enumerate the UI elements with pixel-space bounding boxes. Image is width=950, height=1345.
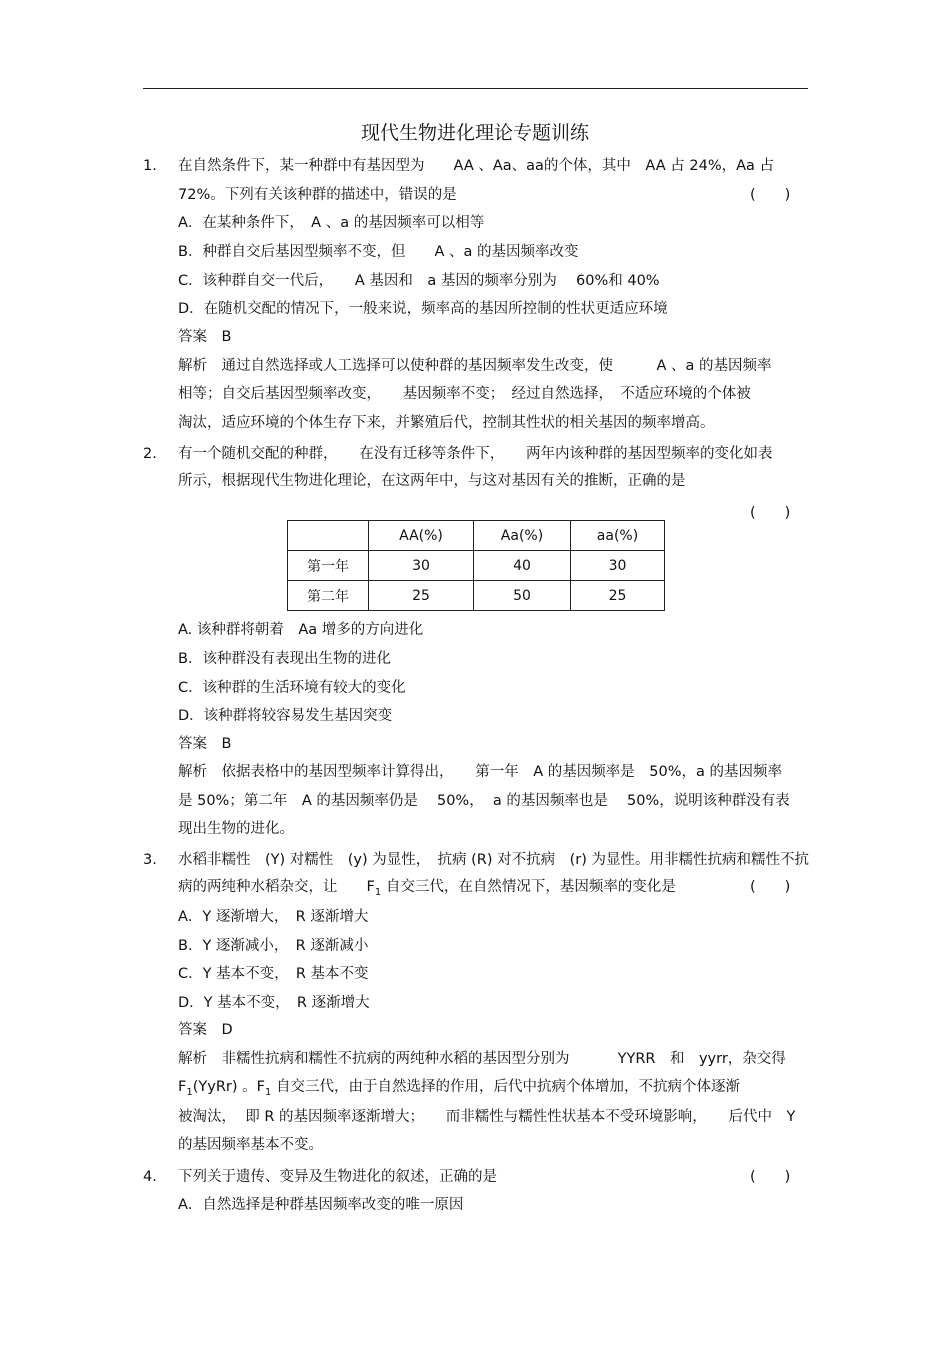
page-title: 现代生物进化理论专题训练	[360, 122, 589, 144]
analysis-line: 现出生物的进化。	[178, 821, 294, 837]
analysis-text: F	[178, 1079, 187, 1095]
analysis-text: (YyRr) 。F	[192, 1079, 265, 1095]
top-rule	[143, 88, 808, 89]
table-header-cell: Aa(%)	[474, 521, 571, 551]
question-stem: 在自然条件下，某一种群中有基因型为 AA 、Aa、aa的个体，其中 AA 占 24%，Aa 占	[178, 158, 775, 174]
table-header-cell: aa(%)	[571, 521, 665, 551]
analysis-line	[178, 1077, 740, 1103]
analysis-line: 的基因频率基本不变。	[178, 1137, 323, 1153]
table-cell: 50	[474, 581, 571, 611]
table-cell: 30	[571, 551, 665, 581]
table-header-cell	[288, 521, 369, 551]
question-stem	[178, 877, 676, 903]
answer: 答案 D	[178, 1022, 233, 1038]
question-number: 4.	[143, 1169, 157, 1185]
option-a: A．Y 逐渐增大， R 逐渐增大	[178, 909, 369, 925]
question-number: 3.	[143, 852, 157, 868]
analysis-line: 解析 非糯性抗病和糯性不抗病的两纯种水稻的基因型分别为 YYRR 和 yyrr，杂交得	[178, 1051, 786, 1067]
subscript: 1	[264, 1086, 272, 1098]
analysis-line: 淘汰，适应环境的个体生存下来，并繁殖后代，控制其性状的相关基因的频率增高。	[178, 415, 715, 431]
answer-blank: ( )	[750, 1169, 791, 1185]
table-cell: 40	[474, 551, 571, 581]
option-d: D．该种群将较容易发生基因突变	[178, 708, 393, 724]
option-c: C．该种群的生活环境有较大的变化	[178, 680, 406, 696]
question-stem: 下列关于遗传、变异及生物进化的叙述，正确的是	[178, 1169, 497, 1185]
table-cell: 25	[571, 581, 665, 611]
option-b: B．Y 逐渐减小， R 逐渐减小	[178, 938, 369, 954]
analysis-line: 解析 通过自然选择或人工选择可以使种群的基因频率发生改变，使 A 、a 的基因频率	[178, 358, 772, 374]
subscript: 1	[374, 886, 382, 898]
table-row	[288, 581, 665, 611]
table-row	[288, 551, 665, 581]
option-c: C．Y 基本不变， R 基本不变	[178, 966, 369, 982]
analysis-line: 相等；自交后基因型频率改变， 基因频率不变； 经过自然选择， 不适应环境的个体被	[178, 386, 751, 402]
table-cell: 30	[369, 551, 474, 581]
option-a: A．在某种条件下， A 、a 的基因频率可以相等	[178, 215, 485, 231]
analysis-text: 自交三代，由于自然选择的作用，后代中抗病个体增加，不抗病个体逐渐	[271, 1079, 740, 1095]
question-stem: 水稻非糯性 (Y) 对糯性 (y) 为显性， 抗病 (R) 对不抗病 (r) 为显性。用非糯性抗病和糯性不抗	[178, 852, 810, 868]
answer: 答案 B	[178, 736, 232, 752]
analysis-line: 解析 依据表格中的基因型频率计算得出， 第一年 A 的基因频率是 50%，a 的基因频率	[178, 764, 782, 780]
table-header-cell: AA(%)	[369, 521, 474, 551]
analysis-line: 被淘汰， 即 R 的基因频率逐渐增大； 而非糯性与糯性性状基本不受环境影响， 后代中 Y	[178, 1109, 796, 1125]
answer: 答案 B	[178, 329, 232, 345]
option-c: C．该种群自交一代后， A 基因和 a 基因的频率分别为 60%和 40%	[178, 273, 660, 289]
option-b: B．该种群没有表现出生物的进化	[178, 651, 391, 667]
genotype-frequency-table	[287, 520, 665, 611]
stem-text: 自交三代，在自然情况下，基因频率的变化是	[381, 879, 676, 895]
option-a: A. 该种群将朝着 Aa 增多的方向进化	[178, 622, 424, 638]
question-stem: 72%。下列有关该种群的描述中，错误的是	[178, 187, 457, 203]
question-stem: 有一个随机交配的种群， 在没有迁移等条件下， 两年内该种群的基因型频率的变化如表	[178, 446, 773, 462]
question-number: 1.	[143, 158, 157, 174]
question-stem: 所示，根据现代生物进化理论，在这两年中，与这对基因有关的推断，正确的是	[178, 473, 686, 489]
table-row-label: 第一年	[288, 551, 369, 581]
option-a: A．自然选择是种群基因频率改变的唯一原因	[178, 1197, 464, 1213]
option-b: B．种群自交后基因型频率不变，但 A 、a 的基因频率改变	[178, 244, 579, 260]
answer-blank: ( )	[750, 879, 791, 895]
answer-blank: ( )	[750, 187, 791, 203]
table-row-label: 第二年	[288, 581, 369, 611]
stem-text: 病的两纯种水稻杂交，让 F	[178, 879, 375, 895]
table-cell: 25	[369, 581, 474, 611]
table-header-row	[288, 521, 665, 551]
option-d: D．Y 基本不变， R 逐渐增大	[178, 995, 370, 1011]
subscript: 1	[186, 1086, 193, 1098]
question-number: 2.	[143, 446, 157, 462]
analysis-line: 是 50%；第二年 A 的基因频率仍是 50%， a 的基因频率也是 50%，说明该种群没有表	[178, 793, 790, 809]
option-d: D．在随机交配的情况下，一般来说，频率高的基因所控制的性状更适应环境	[178, 301, 668, 317]
answer-blank: ( )	[750, 505, 791, 521]
